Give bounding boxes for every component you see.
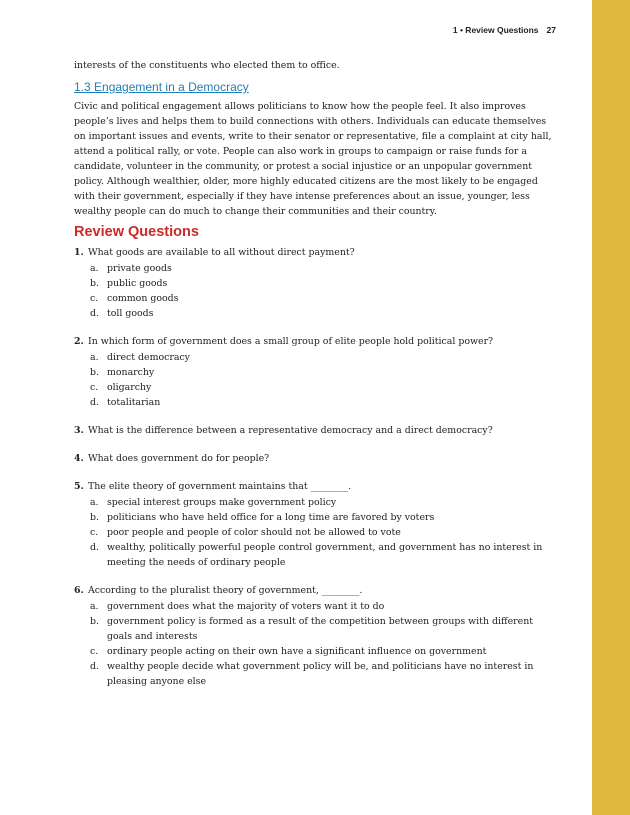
running-title: 1 • Review Questions [452, 25, 539, 35]
side-color-bar [592, 0, 630, 815]
question-list [74, 245, 556, 689]
option-letter: d. [90, 308, 99, 319]
option-letter: b. [90, 367, 99, 378]
option-letter: a. [90, 601, 99, 612]
option-item [90, 380, 556, 395]
running-header [453, 25, 556, 35]
option-letter: b. [90, 616, 99, 627]
option-letter: a. [90, 352, 99, 363]
option-letter: b. [90, 278, 99, 289]
question-5 [74, 479, 556, 570]
option-text: common goods [107, 293, 179, 304]
section-paragraph: Civic and political engagement allows politicians to know how the people feel. It also improves people’s lives and helps them to build connections with others. Individuals can educate themselves on important issues and events, write to their senator or representative, file a complaint at city hall, attend a political rally, or vote. People can also work in groups to campaign or raise funds for a candidate, volunteer in the community, or protest a social injustice or an unpopular government policy. Although wealthier, older, more highly educated citizens are the most likely to be engaged with their government, especially if they have intense preferences about an issue, younger, less wealthy people can do much to change their communities and their country. [74, 101, 552, 217]
question-number: 1. [74, 247, 84, 258]
option-item [90, 365, 556, 380]
section-heading-link[interactable]: 1.3 Engagement in a Democracy [74, 80, 249, 94]
question-text: What does government do for people? [88, 453, 270, 464]
question-text: The elite theory of government maintains that ________. [88, 481, 352, 492]
question-4 [74, 451, 556, 466]
question-text: According to the pluralist theory of government, ________. [88, 585, 363, 596]
page-number: 27 [546, 25, 556, 35]
option-list [90, 350, 556, 410]
option-item [90, 291, 556, 306]
option-text: special interest groups make government policy [107, 497, 337, 508]
option-letter: c. [90, 527, 99, 538]
option-item [90, 510, 556, 525]
option-item [90, 495, 556, 510]
question-number: 2. [74, 336, 84, 347]
option-item [90, 599, 556, 614]
question-number: 5. [74, 481, 84, 492]
review-questions-heading: Review Questions [74, 224, 199, 240]
question-2 [74, 334, 556, 410]
option-item [90, 395, 556, 410]
question-number: 6. [74, 585, 84, 596]
option-text: private goods [107, 263, 172, 274]
option-letter: c. [90, 382, 99, 393]
option-text: monarchy [107, 367, 155, 378]
question-3 [74, 423, 556, 438]
option-letter: b. [90, 512, 99, 523]
option-letter: c. [90, 293, 99, 304]
option-letter: c. [90, 646, 99, 657]
option-text: totalitarian [107, 397, 161, 408]
option-text: ordinary people acting on their own have a significant influence on government [107, 646, 487, 657]
option-item [90, 540, 556, 570]
option-list [90, 261, 556, 321]
option-text: poor people and people of color should not be allowed to vote [107, 527, 401, 538]
option-text: government policy is formed as a result of the competition between groups with different goals and interests [107, 616, 533, 642]
question-text: What goods are available to all without direct payment? [88, 247, 355, 258]
continued-paragraph: interests of the constituents who elected them to office. [74, 60, 340, 71]
question-1 [74, 245, 556, 321]
option-item [90, 276, 556, 291]
option-item [90, 261, 556, 276]
question-number: 3. [74, 425, 84, 436]
question-text: In which form of government does a small group of elite people hold political power? [88, 336, 494, 347]
option-item [90, 350, 556, 365]
option-list [90, 599, 556, 689]
option-letter: d. [90, 397, 99, 408]
option-text: politicians who have held office for a long time are favored by voters [107, 512, 435, 523]
option-text: government does what the majority of voters want it to do [107, 601, 385, 612]
option-item [90, 644, 556, 659]
option-text: toll goods [107, 308, 154, 319]
option-item [90, 306, 556, 321]
option-item [90, 525, 556, 540]
option-text: oligarchy [107, 382, 152, 393]
page-content [74, 58, 556, 702]
option-text: direct democracy [107, 352, 190, 363]
option-letter: a. [90, 263, 99, 274]
option-text: wealthy people decide what government policy will be, and politicians have no interest in pleasing anyone else [107, 661, 534, 687]
option-letter: a. [90, 497, 99, 508]
option-text: wealthy, politically powerful people control government, and government has no interest in meeting the needs of ordinary people [107, 542, 543, 568]
question-6 [74, 583, 556, 689]
option-letter: d. [90, 542, 99, 553]
option-item [90, 614, 556, 644]
question-number: 4. [74, 453, 84, 464]
option-list [90, 495, 556, 570]
option-item [90, 659, 556, 689]
option-letter: d. [90, 661, 99, 672]
option-text: public goods [107, 278, 168, 289]
question-text: What is the difference between a representative democracy and a direct democracy? [88, 425, 493, 436]
